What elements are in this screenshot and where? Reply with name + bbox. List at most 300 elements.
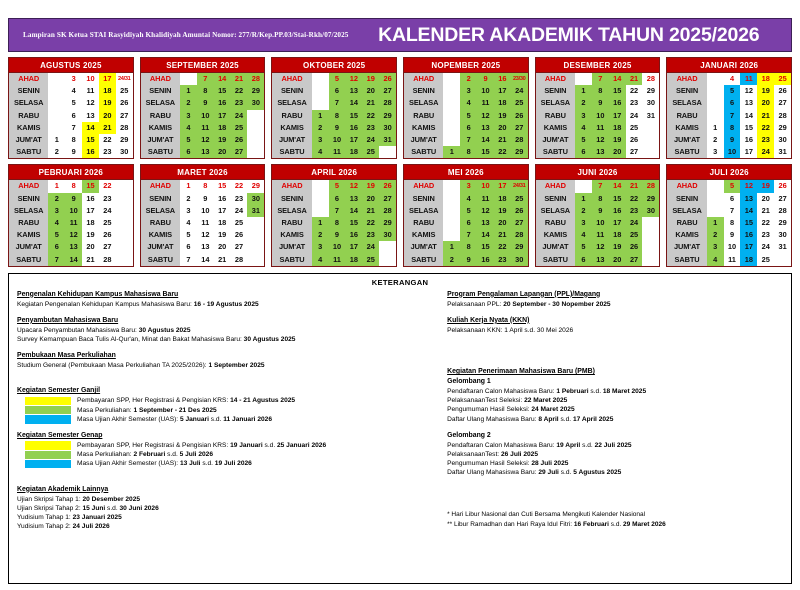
week-row (9, 217, 133, 229)
day-cell (247, 110, 264, 122)
genap-1-mid: s.d. (262, 442, 277, 450)
gel2-line-2 (447, 450, 785, 459)
month-title: JULI 2026 (667, 165, 791, 180)
day-cell: 28 (234, 254, 244, 264)
day-label: AHAD (9, 73, 48, 85)
day-cell: 17 (609, 217, 626, 229)
day-label: JUM'AT (404, 134, 443, 146)
day-cell: 30 (379, 229, 396, 241)
day-label: AHAD (667, 73, 706, 85)
day-cell (443, 180, 460, 192)
day-label: RABU (141, 110, 180, 122)
day-cell: 2 (312, 229, 329, 241)
genap-3-date-a: 13 Juli (179, 460, 201, 468)
week-row (272, 193, 396, 205)
day-cell: 22 (362, 110, 379, 122)
gel1-1-date-a: 1 Pebruari (556, 388, 589, 396)
day-label: KAMIS (272, 229, 311, 241)
day-label: SELASA (536, 97, 575, 109)
day-label: KAMIS (667, 229, 706, 241)
day-cell: 29 (642, 193, 659, 205)
day-cell: 16 (744, 135, 753, 145)
day-cell: 26 (778, 86, 787, 96)
day-cell: 26 (379, 180, 396, 192)
day-cell (247, 134, 264, 146)
day-cell: 27 (778, 98, 787, 108)
day-cell (642, 134, 659, 146)
day-cell: 26 (234, 230, 244, 240)
day-cell (247, 241, 264, 253)
week-row (536, 253, 660, 265)
gel1-4-date-b: 17 April 2025 (572, 415, 614, 423)
day-label: KAMIS (404, 122, 443, 134)
gel2-4-label: Daftar Ulang Mahasiswa Baru: (447, 469, 539, 477)
day-cell: 6 (180, 146, 197, 158)
day-label: JUM'AT (9, 241, 48, 253)
day-cell: 4 (71, 86, 76, 96)
day-cell: 27 (234, 242, 244, 252)
day-label: SENIN (667, 85, 706, 97)
day-cell (247, 146, 264, 158)
keterangan-title: KETERANGAN (371, 277, 429, 287)
month-title: PEBRUARI 2026 (9, 165, 133, 180)
day-cell: 29 (251, 181, 261, 191)
gel2-line-4 (447, 468, 785, 477)
day-cell: 10 (592, 110, 609, 122)
day-cell: 31 (379, 134, 396, 146)
day-label: AHAD (404, 73, 443, 85)
day-cell: 16 (82, 146, 99, 158)
day-cell (48, 122, 65, 134)
day-label: SELASA (272, 97, 311, 109)
pkkmb-date: 16 - 19 Agustus 2025 (193, 300, 259, 308)
day-cell: 1 (707, 217, 724, 229)
day-cell: 24 (626, 217, 643, 229)
day-cell: 20 (218, 242, 227, 252)
day-cell: 11 (329, 146, 346, 158)
day-cell: 11 (592, 122, 609, 134)
month-grid (404, 180, 528, 265)
day-cell: 21 (99, 122, 116, 134)
week-row (404, 122, 528, 134)
day-label: AHAD (9, 180, 48, 192)
day-cell: 3 (48, 205, 65, 217)
gel1-4-date-a: 8 April (538, 415, 559, 423)
day-cell (707, 193, 724, 205)
day-cell (116, 253, 133, 265)
day-cell: 25 (626, 229, 643, 241)
day-cell: 25 (103, 217, 112, 227)
day-label: RABU (9, 217, 48, 229)
pembukaan-line (17, 361, 433, 370)
footnote-2-label: ** Libur Ramadhan dan Hari Raya Idul Fitri: (447, 520, 574, 528)
day-cell: 21 (218, 254, 227, 264)
week-row (667, 229, 791, 241)
genap-3-label: Masa Ujian Akhir Semester (UAS): (77, 460, 180, 468)
month-grid (141, 180, 265, 265)
footnote-2 (447, 520, 785, 530)
day-cell (247, 122, 264, 134)
day-cell: 9 (592, 205, 609, 217)
week-row (536, 73, 660, 85)
day-cell: 28 (247, 73, 264, 85)
day-cell: 1 (54, 181, 59, 191)
month-card (8, 164, 134, 266)
day-cell: 9 (197, 97, 214, 109)
day-label: SELASA (404, 97, 443, 109)
day-cell: 12 (86, 98, 95, 108)
day-cell: 6 (724, 97, 741, 109)
week-row (404, 97, 528, 109)
day-cell: 15 (345, 110, 362, 122)
day-cell: 10 (201, 205, 210, 215)
week-row (141, 241, 265, 253)
footnote-1: * Hari Libur Nasional dan Cuti Bersama Mengikuti Kalender Nasional (447, 510, 646, 518)
week-row (404, 217, 528, 229)
day-label: KAMIS (9, 122, 48, 134)
day-cell: 19 (494, 205, 511, 217)
day-cell: 30 (120, 147, 129, 157)
genap-2-date-b: 5 Juli 2026 (179, 451, 213, 459)
day-label: RABU (404, 217, 443, 229)
month-card (535, 57, 661, 159)
day-cell: 5 (48, 229, 65, 241)
month-title: NOPEMBER 2025 (404, 58, 528, 73)
penyambutan-date-1: 30 Agustus 2025 (138, 326, 191, 334)
ppl-date: 20 September - 30 Nopember 2025 (503, 300, 611, 308)
week-row (141, 253, 265, 265)
day-cell: 15 (477, 146, 494, 158)
day-cell: 12 (740, 180, 757, 192)
day-cell (443, 229, 460, 241)
day-cell: 23 (103, 147, 112, 157)
penyambutan-line-1 (17, 326, 433, 335)
week-row (667, 85, 791, 97)
day-cell: 22 (103, 135, 112, 145)
day-cell: 12 (477, 205, 494, 217)
day-cell: 6 (575, 146, 592, 158)
week-row (141, 85, 265, 97)
gel2-1-mid: s.d. (580, 441, 595, 449)
day-cell: 14 (740, 205, 757, 217)
day-label: JUM'AT (272, 241, 311, 253)
day-cell: 11 (201, 217, 210, 227)
day-cell: 1 (443, 146, 460, 158)
day-cell: 22 (103, 181, 112, 191)
day-cell: 8 (592, 85, 609, 97)
week-row (9, 73, 133, 85)
day-cell (443, 134, 460, 146)
week-row (141, 73, 265, 85)
week-row (404, 253, 528, 265)
day-cell: 8 (592, 193, 609, 205)
day-cell: 25 (362, 146, 379, 158)
pmb-header: Kegiatan Penerimaan Mahasiswa Baru (PMB) (447, 368, 595, 376)
month-grid (536, 180, 660, 265)
day-cell: 13 (592, 146, 609, 158)
month-grid (9, 73, 133, 158)
day-cell: 11 (197, 122, 214, 134)
day-cell (379, 253, 396, 265)
day-cell: 24 (362, 134, 379, 146)
week-row (404, 205, 528, 217)
day-cell: 26 (511, 205, 528, 217)
day-cell: 16 (609, 205, 626, 217)
day-cell: 3 (71, 74, 76, 84)
day-cell: 21 (86, 254, 95, 264)
day-cell (707, 205, 724, 217)
day-cell: 29 (511, 146, 528, 158)
gel1-1-date-b: 18 Maret 2025 (602, 388, 647, 396)
day-cell: 28 (103, 254, 112, 264)
day-cell: 10 (477, 180, 494, 192)
week-row (536, 241, 660, 253)
day-cell: 8 (460, 241, 477, 253)
genap-item-1 (17, 441, 433, 450)
week-row (272, 73, 396, 85)
day-cell: 30 (379, 122, 396, 134)
week-row (272, 180, 396, 192)
day-cell: 10 (329, 134, 346, 146)
day-cell: 16 (740, 229, 757, 241)
month-title: JUNI 2026 (536, 165, 660, 180)
day-label: KAMIS (536, 122, 575, 134)
day-cell: 2 (443, 253, 460, 265)
day-cell: 20 (362, 193, 379, 205)
week-row (272, 205, 396, 217)
day-cell: 2 (54, 147, 59, 157)
day-cell: 15 (609, 193, 626, 205)
week-row (9, 193, 133, 205)
week-row (141, 122, 265, 134)
gel2-3-date: 28 Juli 2025 (531, 460, 569, 468)
day-cell (642, 229, 659, 241)
gel1-4-label: Daftar Ulang Mahasiswa Baru: (447, 415, 539, 423)
day-cell: 27 (103, 242, 112, 252)
month-title: JANUARI 2026 (667, 58, 791, 73)
week-row (272, 146, 396, 158)
day-label: KAMIS (141, 122, 180, 134)
day-cell: 5 (329, 180, 346, 192)
week-row (667, 205, 791, 217)
day-cell: 11 (740, 73, 757, 85)
day-cell: 26 (379, 73, 396, 85)
day-cell: 10 (65, 205, 82, 217)
month-title: MEI 2026 (404, 165, 528, 180)
day-cell: 29 (379, 110, 396, 122)
day-cell: 4 (575, 229, 592, 241)
day-label: SELASA (272, 205, 311, 217)
day-cell: 7 (460, 229, 477, 241)
day-cell: 2 (707, 229, 724, 241)
day-cell (707, 180, 724, 192)
day-cell: 2 (312, 122, 329, 134)
day-cell: 24/31 (511, 180, 528, 192)
month-card (666, 57, 792, 159)
day-cell: 5 (71, 98, 76, 108)
page-banner (8, 18, 792, 52)
day-label: SABTU (9, 146, 48, 158)
week-row (9, 146, 133, 158)
month-title: AGUSTUS 2025 (9, 58, 133, 73)
week-row (667, 146, 791, 158)
lainnya-2-date-a: 15 Juni (82, 504, 106, 512)
day-cell: 30 (646, 98, 656, 108)
day-label: SENIN (272, 85, 311, 97)
day-cell (707, 85, 724, 97)
day-cell (116, 205, 133, 217)
day-cell: 9 (477, 73, 494, 85)
day-cell: 13 (740, 193, 757, 205)
day-cell: 28 (379, 97, 396, 109)
week-row (667, 193, 791, 205)
day-cell: 17 (740, 241, 757, 253)
day-cell: 18 (218, 217, 227, 227)
day-cell: 18 (345, 253, 362, 265)
lainnya-2-mid: s.d. (105, 504, 120, 512)
day-cell: 3 (186, 205, 191, 215)
day-cell: 19 (609, 134, 626, 146)
week-row (9, 253, 133, 265)
week-row (667, 97, 791, 109)
week-row (404, 193, 528, 205)
day-cell (443, 217, 460, 229)
day-cell: 26 (231, 134, 248, 146)
day-cell: 7 (592, 73, 609, 85)
day-cell (312, 180, 329, 192)
week-row (667, 122, 791, 134)
month-title: OKTOBER 2025 (272, 58, 396, 73)
day-cell: 12 (345, 180, 362, 192)
day-cell: 7 (48, 253, 65, 265)
day-cell: 6 (460, 122, 477, 134)
day-cell: 17 (494, 85, 511, 97)
day-cell: 2 (575, 205, 592, 217)
day-label: JUM'AT (141, 241, 180, 253)
day-cell: 19 (214, 134, 231, 146)
lainnya-3-date: 23 Januari 2025 (72, 514, 122, 522)
day-cell: 6 (71, 110, 76, 120)
day-label: AHAD (272, 73, 311, 85)
day-label: SABTU (272, 146, 311, 158)
month-title: SEPTEMBER 2025 (141, 58, 265, 73)
day-cell: 5 (180, 134, 197, 146)
yellow-swatch-icon (25, 397, 71, 406)
day-cell: 28 (511, 134, 528, 146)
gel2-line-3 (447, 459, 785, 468)
day-cell: 18 (99, 85, 116, 97)
ppl-label: Pelaksanaan PPL: (447, 300, 504, 308)
day-cell: 13 (477, 217, 494, 229)
day-cell (312, 85, 329, 97)
day-cell (443, 73, 460, 85)
day-cell: 29 (379, 217, 396, 229)
day-cell: 11 (65, 217, 82, 229)
month-card (666, 164, 792, 266)
day-cell: 14 (345, 205, 362, 217)
day-cell: 13 (345, 85, 362, 97)
lainnya-4-date: 24 Juli 2026 (72, 523, 110, 531)
day-cell: 14 (82, 122, 99, 134)
lainnya-3-label: Yudisium Tahap 1: (17, 514, 73, 522)
day-cell: 12 (65, 229, 82, 241)
day-cell: 4 (460, 97, 477, 109)
day-label: SABTU (536, 253, 575, 265)
gel2-4-mid: s.d. (558, 469, 574, 477)
kkn-line: Pelaksanaan KKN: 1 April s.d. 30 Mei 2026 (447, 326, 574, 334)
day-cell (116, 241, 133, 253)
day-cell: 7 (186, 254, 191, 264)
day-label: SELASA (536, 205, 575, 217)
day-cell: 3 (707, 241, 724, 253)
day-cell: 11 (477, 193, 494, 205)
day-cell (116, 217, 133, 229)
day-cell: 10 (592, 217, 609, 229)
day-cell: 13 (65, 241, 82, 253)
day-cell: 14 (744, 110, 753, 120)
day-cell: 21 (362, 205, 379, 217)
day-cell: 16 (477, 253, 494, 265)
month-grid (141, 73, 265, 158)
day-label: SENIN (536, 85, 575, 97)
day-cell: 13 (197, 146, 214, 158)
week-row (536, 85, 660, 97)
gel1-line-1 (447, 387, 785, 396)
ganjil-3-mid: s.d. (208, 415, 224, 423)
genap-2-label: Masa Perkuliahan: (77, 451, 134, 459)
day-cell: 19 (86, 230, 95, 240)
day-cell: 3 (180, 110, 197, 122)
gel1-3-label: Pengumuman Hasil Seleksi: (447, 406, 532, 414)
day-cell: 6 (48, 241, 65, 253)
day-cell: 12 (197, 134, 214, 146)
day-cell: 14 (201, 254, 210, 264)
day-cell: 25 (761, 254, 770, 264)
day-cell: 11 (592, 229, 609, 241)
genap-2-mid: s.d. (165, 451, 180, 459)
keterangan-left-column (9, 290, 439, 583)
gel1-line-2 (447, 396, 785, 405)
week-row (667, 73, 791, 85)
day-cell: 17 (494, 180, 511, 192)
day-cell: 14 (477, 229, 494, 241)
ganjil-item-3-text (77, 415, 272, 424)
week-row (536, 205, 660, 217)
day-cell (379, 241, 396, 253)
day-cell: 22 (757, 122, 774, 134)
week-row (536, 193, 660, 205)
day-label: AHAD (667, 180, 706, 192)
day-cell: 21 (362, 97, 379, 109)
week-row (404, 134, 528, 146)
day-cell: 4 (48, 217, 65, 229)
day-cell: 1 (312, 110, 329, 122)
day-label: SABTU (141, 253, 180, 265)
day-cell: 16 (609, 97, 626, 109)
day-cell: 2 (713, 135, 718, 145)
day-cell: 31 (247, 205, 264, 217)
months-row-first (8, 57, 792, 159)
lainnya-line-4 (17, 522, 433, 531)
day-label: SENIN (141, 85, 180, 97)
day-cell: 2 (48, 193, 65, 205)
day-cell: 30 (778, 135, 787, 145)
day-label: AHAD (404, 180, 443, 192)
day-cell (48, 73, 65, 85)
day-cell: 14 (65, 253, 82, 265)
day-cell: 26 (103, 230, 112, 240)
day-cell (379, 146, 396, 158)
